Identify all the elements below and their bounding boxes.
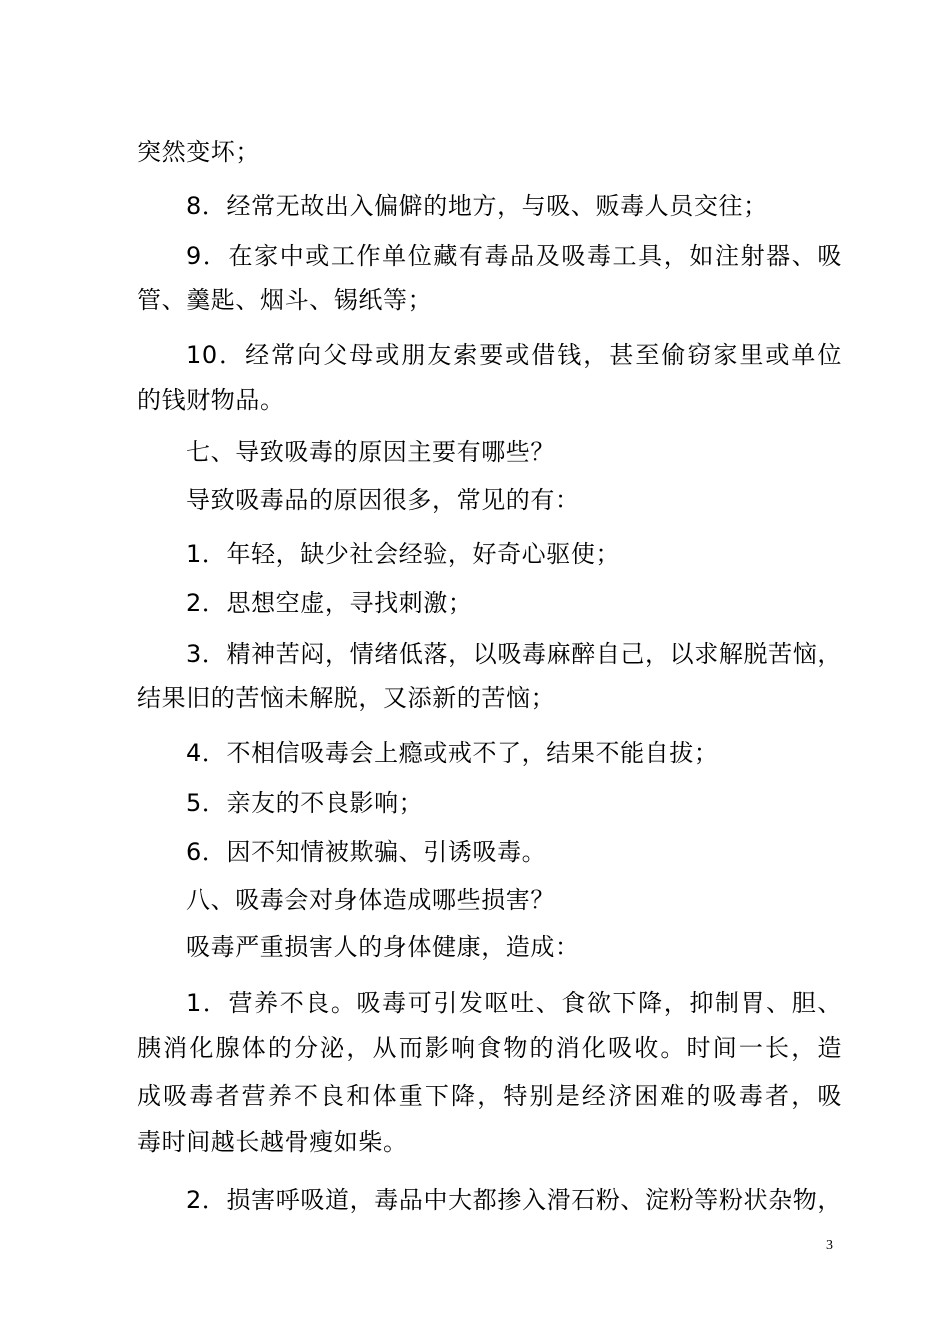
- list-item: 8．经常无故出入偏僻的地方，与吸、贩毒人员交往；: [186, 192, 768, 220]
- text-line: 管、羹匙、烟斗、锡纸等；: [137, 286, 433, 314]
- list-item: 3．精神苦闷，情绪低落，以吸毒麻醉自己，以求解脱苦恼，: [186, 640, 842, 668]
- list-item: 4．不相信吸毒会上瘾或戒不了，结果不能自拔；: [186, 739, 719, 767]
- text-line: 结果旧的苦恼未解脱，又添新的苦恼；: [137, 684, 556, 712]
- page-number: 3: [826, 1238, 833, 1253]
- text-line: 毒时间越长越骨瘦如柴。: [137, 1128, 408, 1156]
- text-line: 突然变坏；: [137, 138, 260, 166]
- list-item: 2．思想空虚，寻找刺激；: [186, 589, 473, 617]
- section-heading: 七、导致吸毒的原因主要有哪些？: [186, 438, 555, 466]
- section-heading: 八、吸毒会对身体造成哪些损害？: [186, 886, 555, 914]
- list-item: 1．营养不良。吸毒可引发呕吐、食欲下降，抑制胃、胆、: [186, 989, 842, 1017]
- list-item: 5．亲友的不良影响；: [186, 789, 424, 817]
- list-item: 2．损害呼吸道，毒品中大都掺入滑石粉、淀粉等粉状杂物，: [186, 1186, 842, 1214]
- list-item: 1．年轻，缺少社会经验，好奇心驱使；: [186, 540, 621, 568]
- text-line: 成吸毒者营养不良和体重下降，特别是经济困难的吸毒者，吸: [137, 1082, 842, 1110]
- text-line: 导致吸毒品的原因很多，常见的有：: [186, 486, 580, 514]
- text-line: 的钱财物品。: [137, 386, 285, 414]
- list-item: 9．在家中或工作单位藏有毒品及吸毒工具，如注射器、吸: [186, 242, 842, 270]
- text-line: 胰消化腺体的分泌，从而影响食物的消化吸收。时间一长，造: [137, 1034, 842, 1062]
- list-item: 6．因不知情被欺骗、引诱吸毒。: [186, 838, 547, 866]
- list-item: 10．经常向父母或朋友索要或借钱，甚至偷窃家里或单位: [186, 341, 842, 369]
- text-line: 吸毒严重损害人的身体健康，造成：: [186, 933, 580, 961]
